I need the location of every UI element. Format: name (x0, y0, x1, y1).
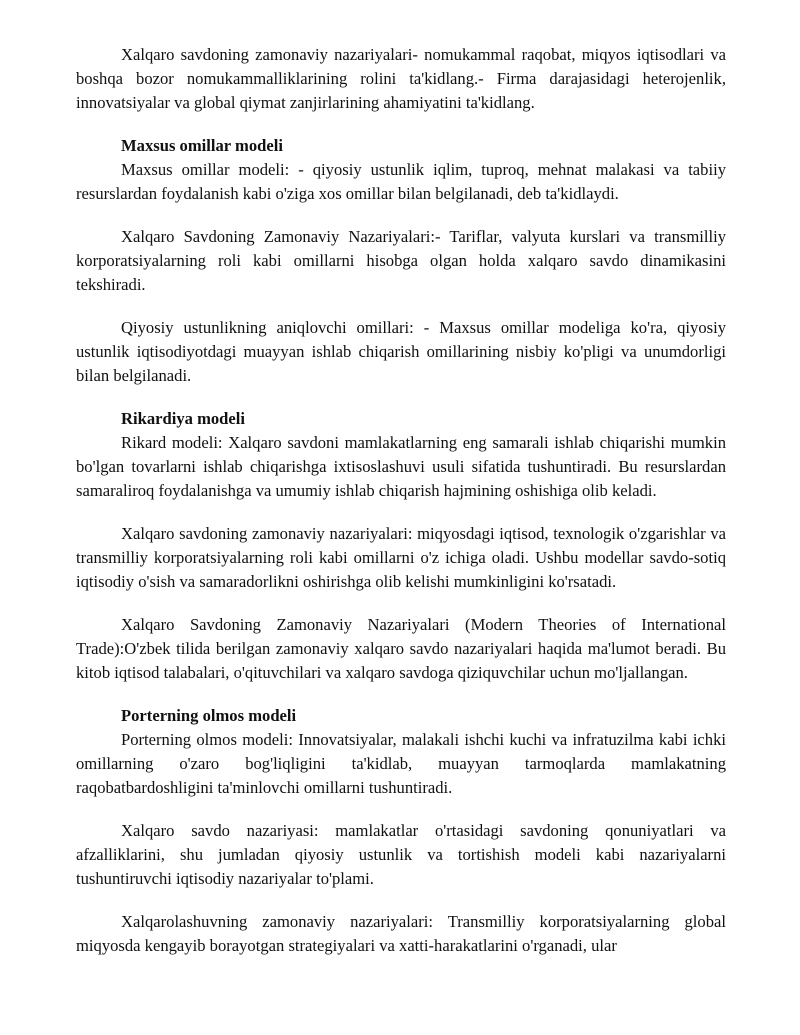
paragraph-specific-factors-definition: Maxsus omillar modeli: - qiyosiy ustunlik iqlim, tuproq, mehnat malakasi va tabiiy resurslardan foydalanish kabi o'ziga xos omillar bilan belgilanadi, deb ta'kidlaydi. (76, 160, 726, 203)
paragraph-modern-theories-intro: Xalqaro savdoning zamonaviy nazariyalari- nomukammal raqobat, miqyos iqtisodlari va boshqa bozor nomukammalliklarining rolini ta'kidlang.- Firma darajasidagi heterojenlik, innovatsiyalar va global qiymat zanjirlarining ahamiyatini ta'kidlang. (76, 45, 726, 112)
paragraph-trade-theory: Xalqaro savdo nazariyasi: mamlakatlar o'rtasidagi savdoning qonuniyatlari va afzalliklarini, shu jumladan qiyosiy ustunlik va tortishish modeli kabi nazariyalarni tushuntiruvchi iqtisodiy nazariyalar to'plami. (76, 821, 726, 888)
paragraph-modern-theories-dynamics: Xalqaro Savdoning Zamonaviy Nazariyalari:- Tariflar, valyuta kurslari va transmilliy korporatsiyalarning roli kabi omillarni hisobga olgan holda xalqaro savdo dinamikasini tekshiradi. (76, 227, 726, 294)
paragraph-ricardian-definition: Rikard modeli: Xalqaro savdoni mamlakatlarning eng samarali ishlab chiqarishi mumkin bo'lgan tovarlarni ishlab chiqarishga ixtisoslashuvi usuli sifatida tushuntiradi. Bu resurslardan samaraliroq foydalanishga va umumiy ishlab chiqarish hajmining oshishiga olib keladi. (76, 433, 726, 500)
paragraph-comparative-advantage-factors: Qiyosiy ustunlikning aniqlovchi omillari: - Maxsus omillar modeliga ko'ra, qiyosiy ustunlik iqtisodiyotdagi muayyan ishlab chiqarish omillarining nisbiy ko'pligi va unumdorligi bilan belgilanadi. (76, 318, 726, 385)
paragraph-modern-theories-book: Xalqaro Savdoning Zamonaviy Nazariyalari (Modern Theories of International Trade):O'zbek tilida berilgan zamonaviy xalqaro savdo nazariyalari haqida ma'lumot beradi. Bu kitob iqtisod talabalari, o'qituvchilari va xalqaro savdoga qiziquvchilar uchun mo'ljallangan. (76, 615, 726, 682)
heading-ricardian-model: Rikardiya modeli (121, 409, 245, 428)
document-page (76, 43, 726, 977)
paragraph-modern-theories-scale: Xalqaro savdoning zamonaviy nazariyalari: miqyosdagi iqtisod, texnologik o'zgarishlar va transmilliy korporatsiyalarning roli kabi omillarni o'z ichiga oladi. Ushbu modellar savdo-sotiq iqtisodiy o'sish va samaradorlikni oshirishga olib kelishi mumkinligini ko'rsatadi. (76, 524, 726, 591)
paragraph-internationalization-theories: Xalqarolashuvning zamonaviy nazariyalari: Transmilliy korporatsiyalarning global miqyosda kengayib borayotgan strategiyalari va xatti-harakatlarini o'rganadi, ular (76, 912, 726, 955)
paragraph-porter-definition: Porterning olmos modeli: Innovatsiyalar, malakali ishchi kuchi va infratuzilma kabi ichki omillarning o'zaro bog'liqligini ta'kidlab, muayyan tarmoqlarda mamlakatning raqobatbardoshligini ta'minlovchi omillarni tushuntiradi. (76, 730, 726, 797)
heading-specific-factors-model: Maxsus omillar modeli (121, 136, 283, 155)
heading-porter-diamond-model: Porterning olmos modeli (121, 706, 297, 725)
